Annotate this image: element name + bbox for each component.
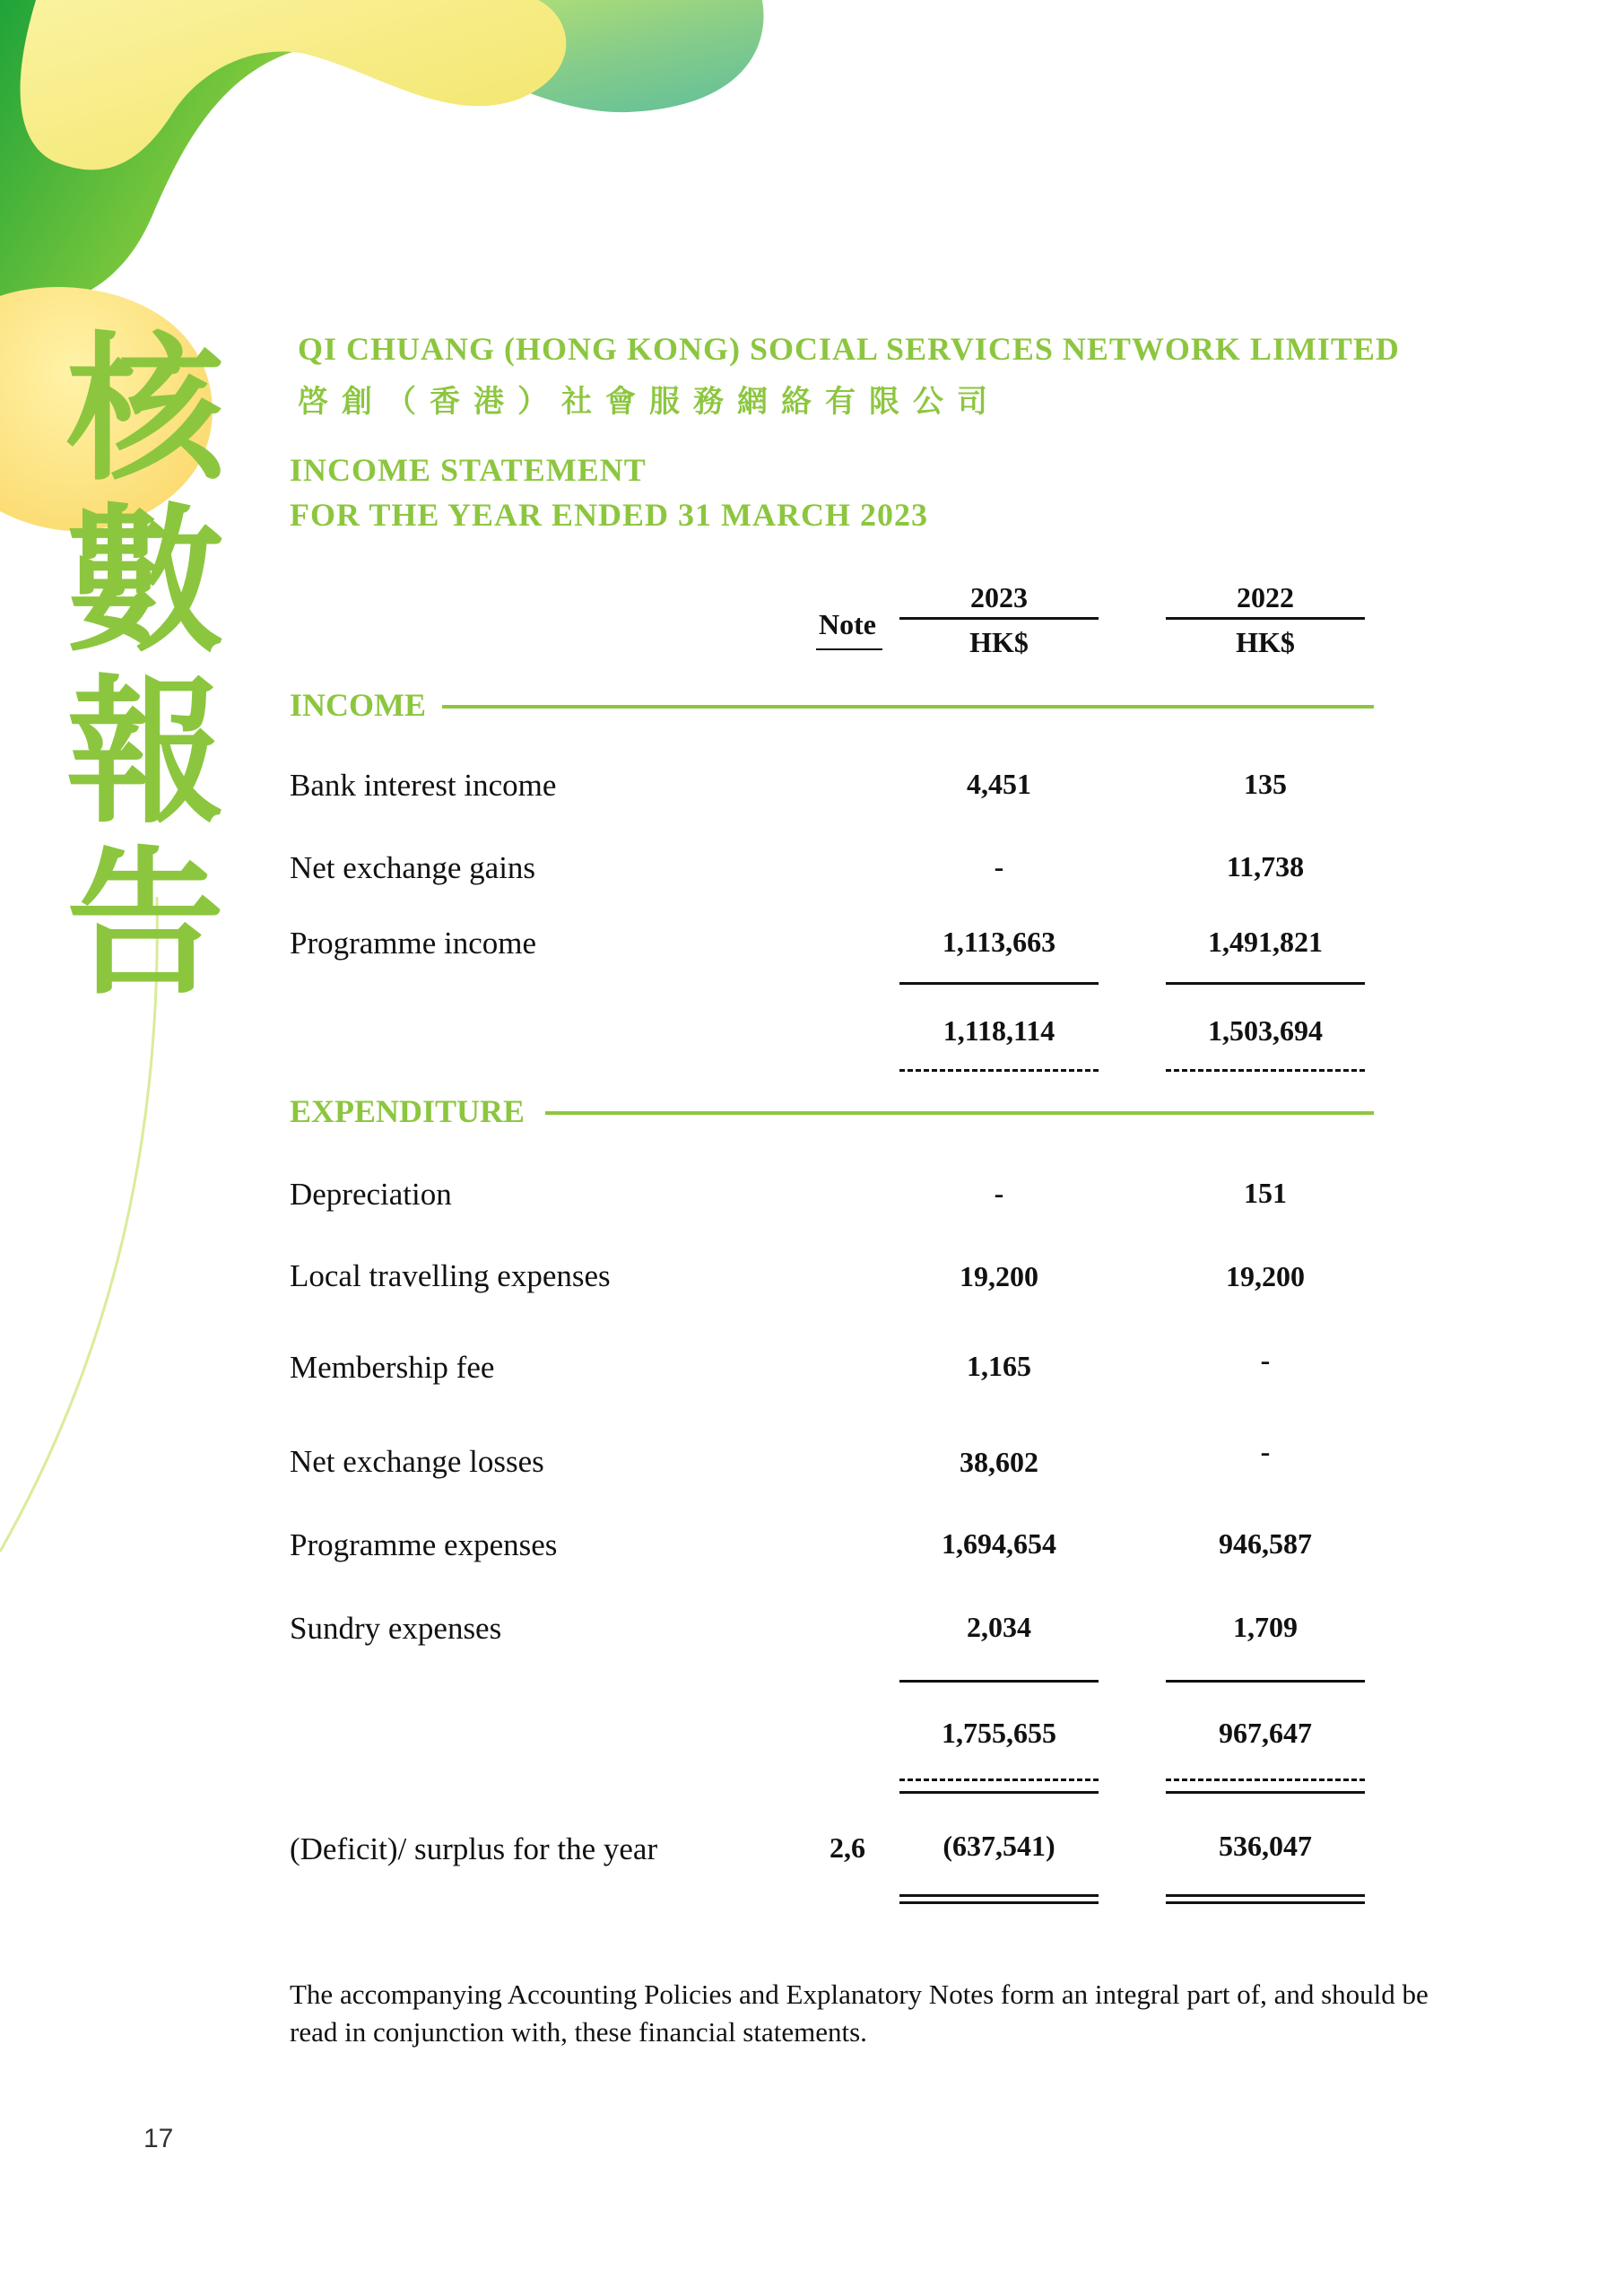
expenditure-row-2023: 2,034 [967, 1611, 1031, 1643]
expenditure-row-label: Depreciation [290, 1177, 452, 1212]
expenditure-total-dashed-2022 [1166, 1779, 1365, 1781]
expenditure-row-label: Membership fee [290, 1350, 495, 1385]
org-name-en: QI CHUANG (HONG KONG) SOCIAL SERVICES NETWORK LIMITED [298, 331, 1400, 367]
expenditure-total-rule-2023 [899, 1791, 1099, 1794]
expenditure-row-2023: 1,694,654 [942, 1527, 1056, 1560]
expenditure-total-2023: 1,755,655 [942, 1717, 1056, 1749]
vertical-title [47, 318, 244, 1016]
income-row-label: Bank interest income [290, 768, 557, 803]
income-subtotal-rule-2023 [899, 982, 1099, 985]
income-heading: INCOME [290, 687, 426, 723]
income-divider [442, 705, 1374, 709]
income-total-dashed-2022 [1166, 1069, 1365, 1072]
result-double-rule-2023 [899, 1894, 1099, 1904]
expenditure-subtotal-rule-2022 [1166, 1680, 1365, 1683]
footnote: The accompanying Accounting Policies and Explanatory Notes form an integral part of, and should be read in conjunction with, these financial statements. [290, 1979, 1429, 2048]
vertical-title-char: 告 [65, 832, 224, 1016]
expenditure-row-2022: - [1260, 1344, 1271, 1376]
income-total-dashed-2023 [899, 1069, 1099, 1072]
expenditure-total-2022: 967,647 [1219, 1717, 1312, 1749]
page-number: 17 [143, 2124, 174, 2153]
income-row-2023: 1,113,663 [942, 926, 1056, 958]
currency-2023-header: HK$ [969, 626, 1029, 658]
expenditure-row-label: Sundry expenses [290, 1611, 502, 1646]
expenditure-total-dashed-2023 [899, 1779, 1099, 1781]
income-row-2022: 1,491,821 [1208, 926, 1323, 958]
statement-title: INCOME STATEMENT [290, 452, 647, 488]
income-row-2022: 11,738 [1226, 850, 1305, 883]
income-total-2022: 1,503,694 [1208, 1014, 1323, 1047]
year-2023-rule [899, 617, 1099, 620]
expenditure-row-2022: 19,200 [1226, 1260, 1305, 1292]
result-2022: 536,047 [1219, 1830, 1312, 1862]
expenditure-row-2022: 946,587 [1219, 1527, 1312, 1560]
expenditure-divider [545, 1111, 1374, 1115]
expenditure-row-2023: 1,165 [967, 1350, 1031, 1382]
expenditure-row-2022: 151 [1244, 1177, 1287, 1209]
note-column-header: Note [819, 608, 876, 640]
year-2022-header: 2022 [1237, 581, 1294, 613]
expenditure-row-label: Local travelling expenses [290, 1258, 611, 1293]
income-total-2023: 1,118,114 [942, 1014, 1055, 1047]
expenditure-row-label: Programme expenses [290, 1527, 558, 1562]
expenditure-row-2023: - [994, 1177, 1004, 1209]
expenditure-row-2023: 38,602 [960, 1446, 1038, 1478]
result-2023: (637,541) [942, 1830, 1055, 1862]
currency-2022-header: HK$ [1236, 626, 1295, 658]
income-row-2023: 4,451 [967, 768, 1031, 800]
expenditure-subtotal-rule-2023 [899, 1680, 1099, 1683]
expenditure-row-2022: - [1260, 1435, 1271, 1467]
result-double-rule-2022 [1166, 1894, 1365, 1904]
expenditure-row-label: Net exchange losses [290, 1444, 544, 1479]
result-label: (Deficit)/ surplus for the year [290, 1831, 658, 1866]
year-2022-rule [1166, 617, 1365, 620]
income-subtotal-rule-2022 [1166, 982, 1365, 985]
vertical-title-char: 核 [65, 318, 224, 502]
expenditure-total-rule-2022 [1166, 1791, 1365, 1794]
expenditure-heading: EXPENDITURE [290, 1093, 526, 1129]
income-row-label: Programme income [290, 926, 537, 961]
income-row-2023: - [994, 850, 1004, 883]
year-2023-header: 2023 [970, 581, 1028, 613]
income-row-2022: 135 [1244, 768, 1287, 800]
vertical-title-char: 數 [65, 490, 224, 674]
vertical-title-char: 報 [65, 661, 224, 845]
statement-period: FOR THE YEAR ENDED 31 MARCH 2023 [290, 497, 929, 533]
income-row-label: Net exchange gains [290, 850, 536, 885]
yellow-wave [21, 0, 567, 170]
note-underline [816, 648, 882, 650]
result-note: 2,6 [830, 1831, 865, 1864]
org-name-cn: 啓創（香港）社會服務網絡有限公司 [298, 384, 1001, 420]
expenditure-row-2023: 19,200 [960, 1260, 1038, 1292]
expenditure-row-2022: 1,709 [1233, 1611, 1298, 1643]
